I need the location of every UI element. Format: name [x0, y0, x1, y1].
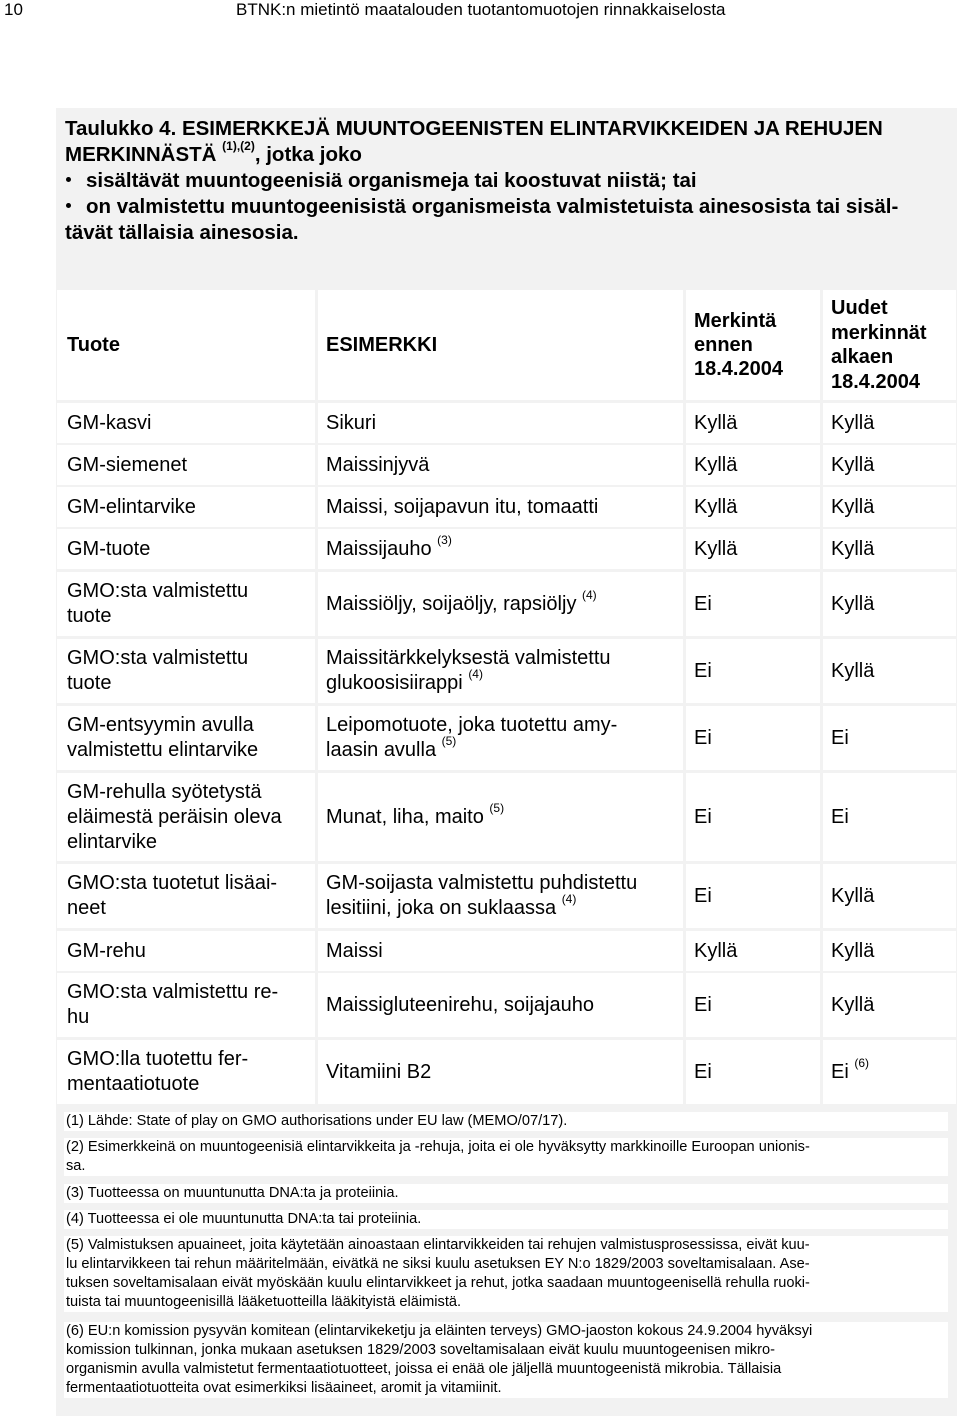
- caption-footnote-ref: (1),(2): [222, 139, 255, 154]
- cell-tuote-line: [67, 713, 307, 738]
- cell-before: [686, 864, 820, 928]
- footnote-line: lu elintarvikkeen tai rehun määritelmään, eivätkä ne siksi kuulu asetuksen EY N:o 1829/2003 soveltamisalaan. Ase-: [66, 1256, 810, 1272]
- cell-before: [686, 403, 820, 443]
- bullet-2-text-a: on valmistettu muuntogeenisistä organismeista valmistetuista ainesosista tai sisäl-: [86, 195, 899, 218]
- cell-tuote-line: [67, 604, 307, 629]
- cell-esimerkki-line: [326, 871, 675, 896]
- cell-before-text: Ei: [694, 806, 712, 828]
- cell-tuote: [57, 572, 315, 636]
- cell-tuote-text: GM-siemenet: [67, 454, 188, 476]
- cell-before: [686, 931, 820, 971]
- cell-esimerkki: [318, 706, 683, 770]
- cell-after-line: [831, 453, 948, 478]
- cell-tuote-line: [67, 411, 307, 436]
- cell-before: [686, 706, 820, 770]
- cell-before-line: [694, 805, 812, 830]
- cell-before: [686, 1040, 820, 1104]
- cell-esimerkki-line: [326, 533, 675, 562]
- cell-before-line: [694, 495, 812, 520]
- cell-after-text: Kyllä: [831, 885, 875, 907]
- cell-after-line: [831, 884, 948, 909]
- cell-before-text: Ei: [694, 994, 712, 1016]
- cell-after: [823, 639, 956, 703]
- cell-esimerkki-text: Leipomotuote, joka tuotettu amy-: [326, 714, 618, 736]
- cell-before-line: [694, 1060, 812, 1085]
- cell-tuote-line: [67, 495, 307, 520]
- cell-tuote-text: hu: [67, 1006, 90, 1028]
- cell-esimerkki-line: [326, 713, 675, 738]
- cell-esimerkki-line: [326, 1060, 675, 1085]
- cell-tuote-line: [67, 453, 307, 478]
- cell-before-line: [694, 726, 812, 751]
- cell-before-line: [694, 993, 812, 1018]
- cell-esimerkki-text: Maissi, soijapavun itu, tomaatti: [326, 496, 599, 518]
- caption-bullet-2: [65, 194, 945, 220]
- cell-tuote-line: [67, 646, 307, 671]
- caption-line-2-tail: , jotka joko: [254, 143, 362, 166]
- cell-esimerkki-text: laasin avulla: [326, 739, 437, 761]
- cell-esimerkki-line: [326, 411, 675, 436]
- cell-tuote-line: [67, 871, 307, 896]
- footnote-line: (6) EU:n komission pysyvän komitean (elintarvikeketju ja eläinten terveys) GMO-jaoston kokous 24.9.2004 hyväksyi: [66, 1323, 813, 1339]
- cell-after-line: [831, 726, 948, 751]
- cell-after: [823, 487, 956, 527]
- cell-after: [823, 973, 956, 1037]
- footnote-line: (4) Tuotteessa ei ole muuntunutta DNA:ta tai proteiinia.: [66, 1211, 422, 1227]
- cell-after: [823, 403, 956, 443]
- cell-tuote-text: GM-elintarvike: [67, 496, 196, 518]
- cell-after: [823, 529, 956, 569]
- cell-tuote: [57, 403, 315, 443]
- header-before-l3: 18.4.2004: [694, 358, 783, 380]
- header-before-l2: ennen: [694, 334, 753, 356]
- cell-tuote-line: [67, 896, 307, 921]
- footnote-line: tuksen soveltamisalaan eivät myöskään kuulu elintarvikkeet ja rehut, jotka saadaan muuntogeenisellä rehulla ruoki-: [66, 1275, 810, 1291]
- cell-after: [823, 931, 956, 971]
- cell-after-text: Kyllä: [831, 660, 875, 682]
- cell-tuote-text: GM-entsyymin avulla: [67, 714, 254, 736]
- cell-after-line: [831, 592, 948, 617]
- footnote-line: tuista tai muuntogeenisillä lääketuotteilla lääkityistä eläimistä.: [66, 1294, 462, 1310]
- cell-tuote-text: GMO:sta valmistettu: [67, 647, 249, 669]
- footnote: [64, 1112, 948, 1131]
- header-after-l3: alkaen: [831, 346, 894, 368]
- cell-tuote-text: valmistettu elintarvike: [67, 739, 259, 761]
- cell-before-text: Kyllä: [694, 454, 738, 476]
- cell-tuote-line: [67, 1072, 307, 1097]
- cell-esimerkki: [318, 773, 683, 861]
- cell-tuote-text: GMO:sta valmistettu re-: [67, 981, 279, 1003]
- cell-before-text: Kyllä: [694, 496, 738, 518]
- cell-after-text: Kyllä: [831, 994, 875, 1016]
- footnote-line: (2) Esimerkkeinä on muuntogeenisiä elintarvikkeita ja -rehuja, joita ei ole hyväksytty markkinoille Euroopan unionis-: [66, 1139, 810, 1155]
- footnote-line: sa.: [66, 1158, 86, 1174]
- footnote-line: komission tulkinnan, jonka mukaan asetuksen 1829/2003 soveltamisalaan eivät kuulu muuntogeenisen mikro-: [66, 1342, 776, 1358]
- cell-before-line: [694, 939, 812, 964]
- cell-esimerkki-line: [326, 588, 675, 617]
- cell-tuote-line: [67, 579, 307, 604]
- footnote-ref: (4): [582, 588, 597, 603]
- cell-tuote-line: [67, 671, 307, 696]
- caption-line-1: Taulukko 4. ESIMERKKEJÄ MUUNTOGEENISTEN ELINTARVIKKEIDEN JA REHUJEN: [65, 117, 883, 140]
- cell-after-text: Kyllä: [831, 940, 875, 962]
- cell-tuote: [57, 445, 315, 485]
- cell-after-line: [831, 805, 948, 830]
- cell-esimerkki-line: [326, 939, 675, 964]
- cell-tuote-line: [67, 805, 307, 830]
- footnote-ref: (6): [854, 1056, 870, 1071]
- cell-esimerkki: [318, 639, 683, 703]
- cell-esimerkki-text: Sikuri: [326, 412, 377, 434]
- cell-esimerkki: [318, 864, 683, 928]
- footnote-line: (1) Lähde: State of play on GMO authorisations under EU law (MEMO/07/17).: [66, 1113, 568, 1129]
- cell-tuote-text: tuote: [67, 672, 112, 694]
- cell-after-text: Ei: [831, 1061, 849, 1083]
- cell-before-text: Ei: [694, 885, 712, 907]
- header-esimerkki: ESIMERKKI: [318, 290, 683, 400]
- cell-tuote: [57, 864, 315, 928]
- cell-esimerkki: [318, 572, 683, 636]
- cell-before: [686, 487, 820, 527]
- caption-line-2-text: MERKINNÄSTÄ: [65, 143, 217, 166]
- cell-tuote: [57, 706, 315, 770]
- cell-before-line: [694, 537, 812, 562]
- cell-esimerkki-line: [326, 801, 675, 830]
- cell-tuote-line: [67, 738, 307, 763]
- cell-after-line: [831, 537, 948, 562]
- cell-after-text: Kyllä: [831, 593, 875, 615]
- footnote-ref: (4): [561, 892, 577, 907]
- cell-before-line: [694, 411, 812, 436]
- cell-tuote-text: GM-kasvi: [67, 412, 152, 434]
- cell-tuote: [57, 639, 315, 703]
- cell-after-text: Kyllä: [831, 412, 875, 434]
- cell-esimerkki-line: [326, 892, 675, 921]
- cell-before: [686, 529, 820, 569]
- cell-before-text: Ei: [694, 660, 712, 682]
- footnote-line: (3) Tuotteessa on muuntunutta DNA:ta ja proteiinia.: [66, 1185, 399, 1201]
- cell-before-text: Ei: [694, 593, 712, 615]
- caption-line-2: [65, 139, 945, 168]
- cell-before: [686, 445, 820, 485]
- cell-esimerkki-text: Maissitärkkelyksestä valmistettu: [326, 647, 611, 669]
- cell-esimerkki: [318, 1040, 683, 1104]
- cell-after: [823, 773, 956, 861]
- cell-esimerkki-line: [326, 495, 675, 520]
- footnote-ref: (3): [437, 533, 452, 548]
- footnote-ref: (4): [468, 667, 483, 682]
- cell-after: [823, 706, 956, 770]
- cell-before: [686, 773, 820, 861]
- cell-before-text: Ei: [694, 1061, 712, 1083]
- cell-tuote-line: [67, 537, 307, 562]
- page-number: 10: [4, 0, 23, 19]
- cell-tuote-line: [67, 780, 307, 805]
- cell-esimerkki-text: GM-soijasta valmistettu puhdistettu: [326, 872, 638, 894]
- cell-esimerkki-line: [326, 667, 675, 696]
- cell-tuote-text: GM-rehulla syötetystä: [67, 781, 262, 803]
- cell-esimerkki-line: [326, 734, 675, 763]
- cell-after-text: Kyllä: [831, 454, 875, 476]
- footnote-ref: (5): [441, 734, 457, 749]
- cell-esimerkki: [318, 931, 683, 971]
- cell-esimerkki-text: Maissiöljy, soijaöljy, rapsiöljy: [326, 593, 577, 615]
- header-after-l2: merkinnät: [831, 321, 927, 344]
- cell-esimerkki-text: Maissinjyvä: [326, 454, 430, 476]
- running-title: BTNK:n mietintö maatalouden tuotantomuotojen rinnakkaiselosta: [236, 0, 726, 19]
- cell-before-line: [694, 592, 812, 617]
- footnote-line: (5) Valmistuksen apuaineet, joita käytetään ainoastaan elintarvikkeiden tai rehujen valmistusprosessissa, eivät kuu-: [66, 1237, 810, 1253]
- cell-before: [686, 572, 820, 636]
- header-before-l1: Merkintä: [694, 310, 777, 332]
- footnote-line: fermentaatiotuotteita ovat esimerkiksi lisäaineet, aromit ja vitamiinit.: [66, 1380, 502, 1396]
- cell-after: [823, 1040, 956, 1104]
- cell-tuote: [57, 529, 315, 569]
- cell-before: [686, 639, 820, 703]
- cell-before-text: Kyllä: [694, 538, 738, 560]
- cell-tuote-line: [67, 830, 307, 855]
- cell-after: [823, 445, 956, 485]
- cell-after-text: Kyllä: [831, 538, 875, 560]
- cell-esimerkki: [318, 445, 683, 485]
- cell-after-line: [831, 993, 948, 1018]
- cell-tuote-line: [67, 1047, 307, 1072]
- cell-tuote: [57, 973, 315, 1037]
- cell-after-text: Kyllä: [831, 496, 875, 518]
- footnote: [64, 1210, 948, 1229]
- footnote-ref: (5): [489, 801, 505, 816]
- cell-esimerkki: [318, 403, 683, 443]
- cell-tuote-text: GM-rehu: [67, 940, 146, 962]
- cell-before-text: Ei: [694, 727, 712, 749]
- cell-tuote: [57, 1040, 315, 1104]
- cell-esimerkki-text: Vitamiini B2: [326, 1061, 432, 1083]
- cell-esimerkki-line: [326, 646, 675, 671]
- cell-tuote-text: GMO:sta valmistettu: [67, 580, 249, 602]
- cell-after-line: [831, 659, 948, 684]
- cell-before-text: Kyllä: [694, 412, 738, 434]
- cell-esimerkki: [318, 529, 683, 569]
- cell-tuote-text: neet: [67, 897, 106, 919]
- cell-tuote-text: tuote: [67, 605, 112, 627]
- cell-esimerkki-text: Maissijauho: [326, 538, 432, 560]
- cell-esimerkki-line: [326, 993, 675, 1018]
- cell-esimerkki-line: [326, 453, 675, 478]
- header-tuote: Tuote: [57, 290, 315, 400]
- caption-bullet-1: [65, 168, 945, 194]
- cell-esimerkki-text: Maissigluteenirehu, soijajauho: [326, 994, 594, 1016]
- cell-esimerkki-text: lesitiini, joka on suklaassa: [326, 897, 557, 919]
- table-caption: [65, 116, 945, 246]
- header-after: [823, 290, 956, 400]
- cell-before-line: [694, 884, 812, 909]
- cell-tuote: [57, 931, 315, 971]
- cell-tuote: [57, 773, 315, 861]
- cell-esimerkki: [318, 973, 683, 1037]
- cell-tuote-text: eläimestä peräisin oleva: [67, 806, 282, 828]
- cell-after: [823, 864, 956, 928]
- cell-after-text: Ei: [831, 806, 849, 828]
- cell-tuote: [57, 487, 315, 527]
- header-before: [686, 290, 820, 400]
- footnote: [64, 1322, 948, 1398]
- cell-before-line: [694, 453, 812, 478]
- bullet-1-text: sisältävät muuntogeenisiä organismeja tai koostuvat niistä; tai: [86, 169, 697, 192]
- cell-before-line: [694, 659, 812, 684]
- cell-esimerkki-text: Maissi: [326, 940, 383, 962]
- footnote: [64, 1236, 948, 1312]
- cell-esimerkki-text: Munat, liha, maito: [326, 806, 484, 828]
- cell-tuote-text: GMO:sta tuotetut lisäai-: [67, 872, 278, 894]
- cell-tuote-text: GMO:lla tuotettu fer-: [67, 1048, 249, 1070]
- cell-esimerkki: [318, 487, 683, 527]
- footnote: [64, 1184, 948, 1203]
- footnote: [64, 1138, 948, 1176]
- header-after-l4: 18.4.2004: [831, 370, 920, 393]
- cell-after-line: [831, 411, 948, 436]
- cell-tuote-text: mentaatiotuote: [67, 1073, 200, 1095]
- cell-after: [823, 572, 956, 636]
- cell-tuote-text: elintarvike: [67, 831, 158, 853]
- cell-esimerkki-text: glukoosisiirappi: [326, 672, 463, 694]
- cell-tuote-line: [67, 1005, 307, 1030]
- footnote-line: organismin avulla valmistetut fermentaatiotuotteet, joissa ei enää ole jäljellä muuntogeenistä mikrobia. Tällaisia: [66, 1361, 782, 1377]
- header-after-l1: Uudet: [831, 297, 888, 319]
- cell-tuote-line: [67, 939, 307, 964]
- cell-before: [686, 973, 820, 1037]
- cell-tuote-line: [67, 980, 307, 1005]
- cell-tuote-text: GM-tuote: [67, 538, 151, 560]
- cell-after-line: [831, 1056, 948, 1085]
- cell-after-line: [831, 495, 948, 520]
- caption-bullet-2-cont: tävät tällaisia ainesosia.: [65, 221, 299, 244]
- cell-after-line: [831, 939, 948, 964]
- cell-after-text: Ei: [831, 727, 849, 749]
- cell-before-text: Kyllä: [694, 940, 738, 962]
